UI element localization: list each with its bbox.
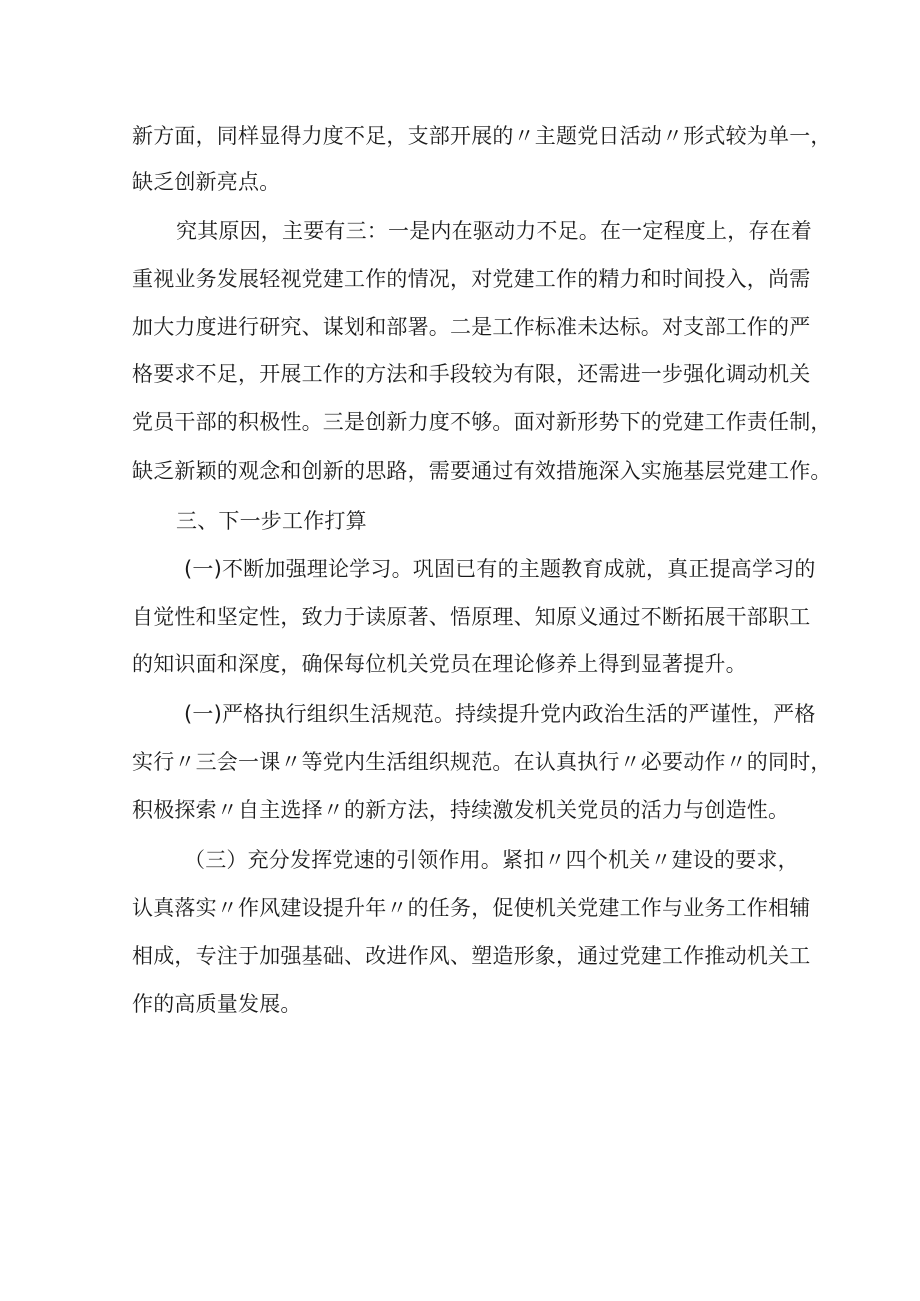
- paragraph-3-line-1: (一)不断加强理论学习。巩固已有的主题教育成就，真正提高学习的: [184, 557, 816, 581]
- paragraph-2-line-6: 缺乏新颖的观念和创新的思路，需要通过有效措施深入实施基层党建工作。: [132, 459, 832, 483]
- paragraph-2-line-1: 究其原因，主要有三：一是内在驱动力不足。在一定程度上，存在着: [176, 219, 812, 243]
- paragraph-2-line-3: 加大力度进行研究、谋划和部署。二是工作标准未达标。对支部工作的严: [132, 315, 811, 339]
- paragraph-5-line-2: 认真落实〃作风建设提升年〃的任务，促使机关党建工作与业务工作相辅: [132, 896, 811, 920]
- paragraph-3-line-3: 的知识面和深度，确保每位机关党员在理论修养上得到显著提升。: [132, 652, 747, 676]
- paragraph-5-line-1: （三）充分发挥党速的引领作用。紧扣〃四个机关〃建设的要求，: [184, 848, 799, 872]
- paragraph-1-line-2: 缺乏创新亮点。: [132, 170, 281, 194]
- paragraph-2-line-2: 重视业务发展轻视党建工作的情况，对党建工作的精力和时间投入，尚需: [132, 267, 811, 291]
- paragraph-2-line-5: 党员干部的积极性。三是创新力度不够。面对新形势下的党建工作责任制，: [132, 410, 832, 434]
- paragraph-4-line-3: 积极探索〃自主选择〃的新方法，持续激发机关党员的活力与创造性。: [132, 798, 790, 822]
- paragraph-4-line-2: 实行〃三会一课〃等党内生活组织规范。在认真执行〃必要动作〃的同时，: [132, 750, 832, 774]
- paragraph-5-line-4: 作的高质量发展。: [132, 992, 302, 1016]
- paragraph-3-line-2: 自觉性和坚定性，致力于读原著、悟原理、知原义通过不断拓展干部职工: [132, 605, 811, 629]
- paragraph-2-line-4: 格要求不足，开展工作的方法和手段较为有限，还需进一步强化调动机关: [132, 362, 811, 386]
- paragraph-4-line-1: (一)严格执行组织生活规范。持续提升党内政治生活的严谨性，严格: [184, 702, 816, 726]
- section-heading: 三、下一步工作打算: [176, 509, 367, 533]
- paragraph-5-line-3: 相成，专注于加强基础、改进作风、塑造形象，通过党建工作推动机关工: [132, 944, 811, 968]
- paragraph-1-line-1: 新方面，同样显得力度不足，支部开展的〃主题党日活动〃形式较为单一，: [132, 124, 832, 148]
